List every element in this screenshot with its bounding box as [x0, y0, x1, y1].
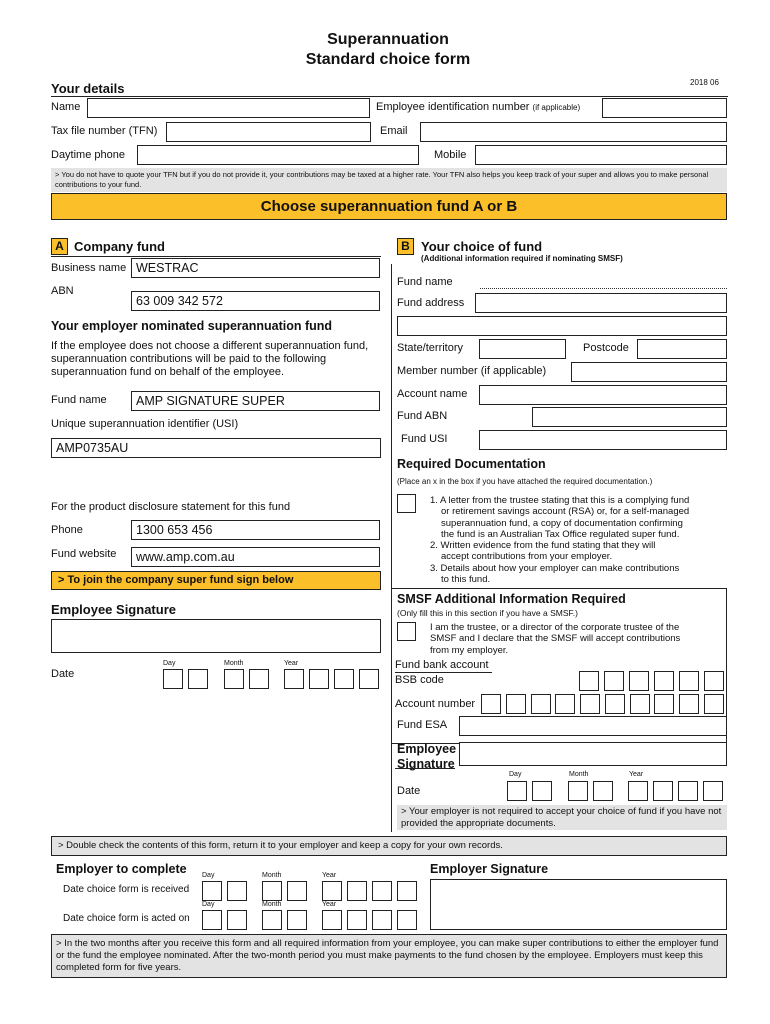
date-a-digit[interactable]	[224, 669, 244, 689]
fund-bank-heading: Fund bank account	[395, 659, 489, 671]
fund-abn-label: Fund ABN	[397, 410, 448, 422]
smsf-declaration	[430, 622, 725, 656]
fund-esa-field[interactable]	[459, 716, 727, 736]
date-b-label: Date	[397, 785, 421, 797]
documentation-checkbox[interactable]	[397, 494, 416, 513]
company-fund-heading: Company fund	[74, 239, 165, 254]
date-b-digit[interactable]	[568, 781, 588, 801]
account-name-field[interactable]	[479, 385, 727, 405]
received-digit[interactable]	[227, 881, 247, 901]
year-r-label: Year	[322, 872, 337, 879]
mobile-field[interactable]	[475, 145, 727, 165]
header-rule	[51, 96, 728, 97]
date-a-digit[interactable]	[359, 669, 379, 689]
date-b-digit[interactable]	[507, 781, 527, 801]
employer-signature-field[interactable]	[430, 879, 727, 930]
bsb-label: BSB code	[395, 674, 444, 686]
month-b-label: Month	[569, 771, 589, 778]
date-a-digit[interactable]	[334, 669, 354, 689]
postcode-field[interactable]	[637, 339, 727, 359]
date-a-digit[interactable]	[284, 669, 304, 689]
date-a-digit[interactable]	[163, 669, 183, 689]
version-label: 2018 06	[690, 78, 719, 87]
sig-label-line-2: Signature	[397, 757, 455, 771]
date-a-digit[interactable]	[249, 669, 269, 689]
business-name-label: Business name	[51, 262, 127, 274]
docs-item: 3. Details about how your employer can make contributions	[430, 562, 680, 574]
day-b-label: Day	[509, 771, 522, 778]
tfn-note: > You do not have to quote your TFN but if you do not provide it, your contributions may be taxed at a higher rate. Your TFN also helps you keep track of your super and allows you to make personal contributions to your fund.	[51, 168, 727, 192]
fund-abn-field[interactable]	[532, 407, 727, 427]
date-b-digit[interactable]	[593, 781, 613, 801]
docs-item: the fund is an Australian Tax Office regulated super fund.	[441, 528, 680, 540]
account-number-label: Account number	[395, 698, 476, 710]
fund-esa-label: Fund ESA	[397, 719, 448, 731]
month-act-label: Month	[262, 901, 282, 908]
bsb-digit[interactable]	[629, 671, 649, 691]
acted-digit[interactable]	[372, 910, 392, 930]
footer-note: > In the two months after you receive this form and all required information from your employee, you can make super contributions to either the employer fund or the fund the employee nominated. After the two-month period you must make payments to the fund chosen by the employee. Employers must keep this completed form for five years.	[51, 934, 727, 978]
phone-a-field[interactable]: 1300 653 456	[131, 520, 380, 540]
choose-fund-banner	[51, 193, 727, 220]
employee-signature-heading: Employee Signature	[51, 602, 176, 617]
fund-usi-label: Fund USI	[401, 433, 448, 445]
website-field[interactable]: www.amp.com.au	[131, 547, 380, 567]
smsf-heading: SMSF Additional Information Required	[397, 592, 626, 606]
acted-digit[interactable]	[202, 910, 222, 930]
employer-heading: Employer to complete	[56, 862, 187, 876]
name-label: Name	[51, 101, 81, 113]
date-a-label: Date	[51, 668, 75, 680]
banner-text: Choose superannuation fund A or B	[260, 198, 518, 215]
fund-address-label: Fund address	[397, 297, 465, 309]
received-digit[interactable]	[397, 881, 417, 901]
business-name-field[interactable]: WESTRAC	[131, 258, 380, 278]
acted-digit[interactable]	[262, 910, 282, 930]
fund-name-a-label: Fund name	[51, 394, 107, 406]
member-number-field[interactable]	[571, 362, 727, 382]
smsf-line: I am the trustee, or a director of the corporate trustee of the	[430, 622, 680, 633]
account-number-digit[interactable]	[679, 694, 699, 714]
smsf-line: SMSF and I declare that the SMSF will accept contributions	[430, 633, 681, 645]
year-a-label: Year	[284, 660, 299, 667]
received-digit[interactable]	[287, 881, 307, 901]
smsf-hint: (Only fill this in this section if you have a SMSF.)	[397, 608, 578, 618]
docs-item: superannuation fund, a copy of documentation confirming	[441, 517, 683, 529]
docs-item: 1. A letter from the trustee stating that this is a complying fund	[430, 495, 690, 506]
tfn-field[interactable]	[166, 122, 371, 142]
employee-signature-a-field[interactable]	[51, 619, 381, 653]
date-a-digit[interactable]	[309, 669, 329, 689]
section-a-letter: A	[51, 238, 68, 255]
your-choice-heading: Your choice of fund	[421, 239, 543, 254]
bsb-digit[interactable]	[604, 671, 624, 691]
required-docs-heading: Required Documentation	[397, 457, 546, 471]
usi-field[interactable]: AMP0735AU	[51, 438, 381, 458]
acted-digit[interactable]	[287, 910, 307, 930]
name-field[interactable]	[87, 98, 370, 118]
not-required-note: > Your employer is not required to accept your choice of fund if you have not provided the appropriate documents.	[397, 805, 727, 830]
day-r-label: Day	[202, 872, 215, 879]
docs-item: to this fund.	[441, 574, 491, 586]
year-b-label: Year	[629, 771, 644, 778]
fund-address-field-2[interactable]	[397, 316, 727, 336]
pds-text: For the product disclosure statement for this fund	[51, 501, 291, 513]
email-label: Email	[380, 125, 408, 137]
postcode-label: Postcode	[583, 342, 629, 354]
account-name-label: Account name	[397, 388, 468, 400]
daytime-phone-field[interactable]	[137, 145, 419, 165]
day-act-label: Day	[202, 901, 215, 908]
date-b-digit[interactable]	[653, 781, 673, 801]
docs-item: or retirement savings account (RSA) or, for a self-managed	[441, 506, 690, 518]
website-label: Fund website	[51, 548, 117, 560]
employee-id-field[interactable]	[602, 98, 727, 118]
nominated-fund-text: If the employee does not choose a different superannuation fund, superannuation contributions will be paid to the following superannuation fund on behalf of the employee.	[51, 340, 369, 378]
date-a-digit[interactable]	[188, 669, 208, 689]
title-line-1: Superannuation	[327, 31, 449, 48]
employer-signature-heading: Employer Signature	[430, 862, 549, 876]
received-digit[interactable]	[322, 881, 342, 901]
acted-on-label: Date choice form is acted on	[63, 913, 190, 924]
employee-id-label	[376, 101, 580, 113]
docs-item: 2. Written evidence from the fund stating that they will	[430, 540, 656, 552]
bsb-digit[interactable]	[654, 671, 674, 691]
phone-a-label: Phone	[51, 524, 83, 536]
employee-id-text: Employee identification number	[376, 101, 530, 113]
acted-digit[interactable]	[227, 910, 247, 930]
account-number-digit[interactable]	[654, 694, 674, 714]
date-b-digit[interactable]	[678, 781, 698, 801]
account-number-digit[interactable]	[630, 694, 650, 714]
docs-list	[430, 495, 725, 585]
join-fund-note: > To join the company super fund sign below	[51, 571, 381, 590]
year-act-label: Year	[322, 901, 337, 908]
account-number-digit[interactable]	[555, 694, 575, 714]
fund-name-b-label: Fund name	[397, 276, 453, 288]
date-b-digit[interactable]	[532, 781, 552, 801]
fund-name-a-field[interactable]: AMP SIGNATURE SUPER	[131, 391, 380, 411]
form-title	[0, 30, 770, 70]
day-a-label: Day	[163, 660, 176, 667]
your-choice-subheading: (Additional information required if nominating SMSF)	[421, 254, 623, 263]
abn-field[interactable]: 63 009 342 572	[131, 291, 380, 311]
title-line-2: Standard choice form	[305, 51, 471, 68]
received-digit[interactable]	[262, 881, 282, 901]
account-number-digit[interactable]	[531, 694, 551, 714]
month-r-label: Month	[262, 872, 282, 879]
account-number-digit[interactable]	[481, 694, 501, 714]
fund-name-b-field[interactable]	[480, 288, 727, 289]
smsf-line: from my employer.	[430, 644, 509, 656]
employee-signature-b-field[interactable]	[459, 742, 727, 766]
received-digit[interactable]	[202, 881, 222, 901]
bsb-digit[interactable]	[579, 671, 599, 691]
daytime-phone-label: Daytime phone	[51, 149, 125, 161]
account-number-digit[interactable]	[506, 694, 526, 714]
required-docs-hint: (Place an x in the box if you have attached the required documentation.)	[397, 477, 653, 486]
month-a-label: Month	[224, 660, 244, 667]
usi-label: Unique superannuation identifier (USI)	[51, 418, 239, 430]
fund-bank-rule	[395, 672, 492, 673]
account-number-digit[interactable]	[605, 694, 625, 714]
double-check-note: > Double check the contents of this form, return it to your employer and keep a copy for your own records.	[51, 836, 727, 856]
received-digit[interactable]	[372, 881, 392, 901]
sig-b-rule	[395, 768, 455, 769]
acted-digit[interactable]	[397, 910, 417, 930]
bsb-digit[interactable]	[679, 671, 699, 691]
fund-address-field-1[interactable]	[475, 293, 727, 313]
your-details-heading: Your details	[51, 81, 125, 96]
date-b-digit[interactable]	[628, 781, 648, 801]
acted-digit[interactable]	[322, 910, 342, 930]
received-digit[interactable]	[347, 881, 367, 901]
tfn-label: Tax file number (TFN)	[51, 125, 158, 137]
member-number-label: Member number (if applicable)	[397, 365, 547, 377]
fund-usi-field[interactable]	[479, 430, 727, 450]
email-field[interactable]	[420, 122, 727, 142]
employee-id-hint: (if applicable)	[532, 103, 581, 112]
abn-label: ABN	[51, 285, 74, 297]
bsb-digit[interactable]	[704, 671, 724, 691]
received-label: Date choice form is received	[63, 884, 190, 895]
nominated-fund-heading: Your employer nominated superannuation fund	[51, 319, 333, 333]
account-number-digit[interactable]	[580, 694, 600, 714]
date-b-digit[interactable]	[703, 781, 723, 801]
state-label: State/territory	[397, 342, 464, 354]
account-number-digit[interactable]	[704, 694, 724, 714]
section-b-letter: B	[397, 238, 414, 255]
acted-digit[interactable]	[347, 910, 367, 930]
section-a-rule	[51, 256, 381, 257]
sig-label-line-1: Employee	[397, 742, 457, 756]
docs-item: accept contributions from your employer.	[441, 551, 613, 563]
smsf-trustee-checkbox[interactable]	[397, 622, 416, 641]
state-field[interactable]	[479, 339, 566, 359]
mobile-label: Mobile	[434, 149, 467, 161]
